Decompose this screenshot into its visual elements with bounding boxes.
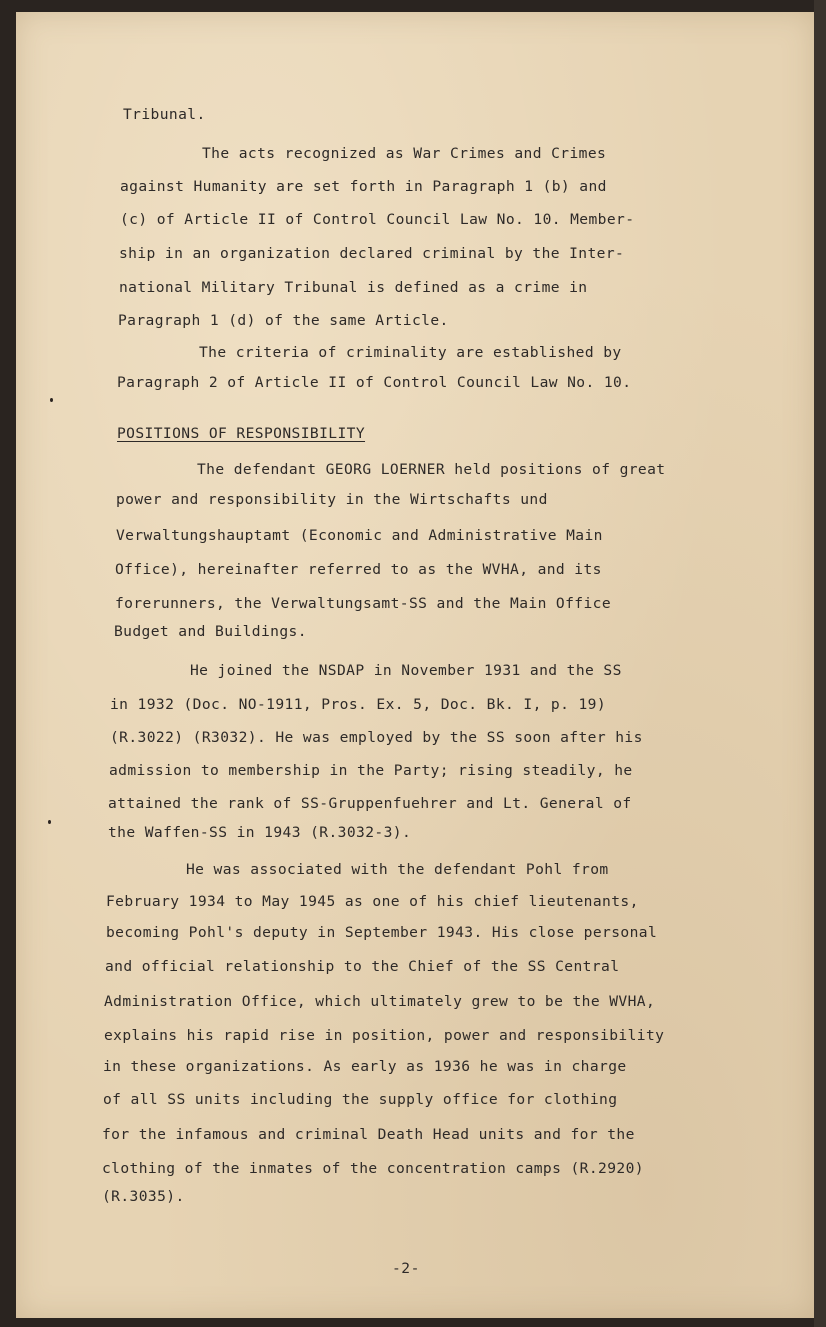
scan-speck <box>48 820 51 824</box>
text-line: in 1932 (Doc. NO-1911, Pros. Ex. 5, Doc. Bk. I, p. 19) <box>110 696 607 713</box>
text-line: attained the rank of SS-Gruppenfuehrer and Lt. General of <box>108 795 632 812</box>
page-number: -2- <box>392 1260 420 1277</box>
text-line: (R.3035). <box>102 1188 185 1205</box>
text-line: Verwaltungshauptamt (Economic and Administrative Main <box>116 527 603 544</box>
text-line: admission to membership in the Party; rising steadily, he <box>109 762 633 779</box>
text-line: national Military Tribunal is defined as a crime in <box>119 279 588 296</box>
text-line: He joined the NSDAP in November 1931 and the SS <box>190 662 622 679</box>
text-line: against Humanity are set forth in Paragraph 1 (b) and <box>120 178 607 195</box>
text-line: Paragraph 1 (d) of the same Article. <box>118 312 449 329</box>
text-line: The criteria of criminality are established by <box>199 344 622 361</box>
text-line: Budget and Buildings. <box>114 623 307 640</box>
text-line: Paragraph 2 of Article II of Control Council Law No. 10. <box>117 374 632 391</box>
scan-edge <box>814 0 826 1327</box>
scan-speck <box>50 398 53 402</box>
text-line: in these organizations. As early as 1936 he was in charge <box>103 1058 627 1075</box>
text-line: He was associated with the defendant Pohl from <box>186 861 609 878</box>
text-line: forerunners, the Verwaltungsamt-SS and the Main Office <box>115 595 612 612</box>
text-line: explains his rapid rise in position, power and responsibility <box>104 1027 665 1044</box>
text-line: Tribunal. <box>123 106 206 123</box>
text-line: (R.3022) (R3032). He was employed by the SS soon after his <box>110 729 643 746</box>
text-line: The defendant GEORG LOERNER held positions of great <box>197 461 666 478</box>
text-line: of all SS units including the supply office for clothing <box>103 1091 618 1108</box>
text-line: becoming Pohl's deputy in September 1943. His close personal <box>106 924 658 941</box>
text-line: Office), hereinafter referred to as the WVHA, and its <box>115 561 602 578</box>
text-line: ship in an organization declared criminal by the Inter- <box>119 245 625 262</box>
section-heading: POSITIONS OF RESPONSIBILITY <box>117 425 366 442</box>
text-line: power and responsibility in the Wirtschafts und <box>116 491 548 508</box>
text-line: and official relationship to the Chief of the SS Central <box>105 958 620 975</box>
text-line: the Waffen-SS in 1943 (R.3032-3). <box>108 824 412 841</box>
text-line: for the infamous and criminal Death Head units and for the <box>102 1126 635 1143</box>
text-line: Administration Office, which ultimately grew to be the WVHA, <box>104 993 656 1010</box>
text-line: February 1934 to May 1945 as one of his chief lieutenants, <box>106 893 639 910</box>
text-line: (c) of Article II of Control Council Law No. 10. Member- <box>120 211 635 228</box>
text-line: clothing of the inmates of the concentration camps (R.2920) <box>102 1160 644 1177</box>
text-line: The acts recognized as War Crimes and Crimes <box>202 145 607 162</box>
